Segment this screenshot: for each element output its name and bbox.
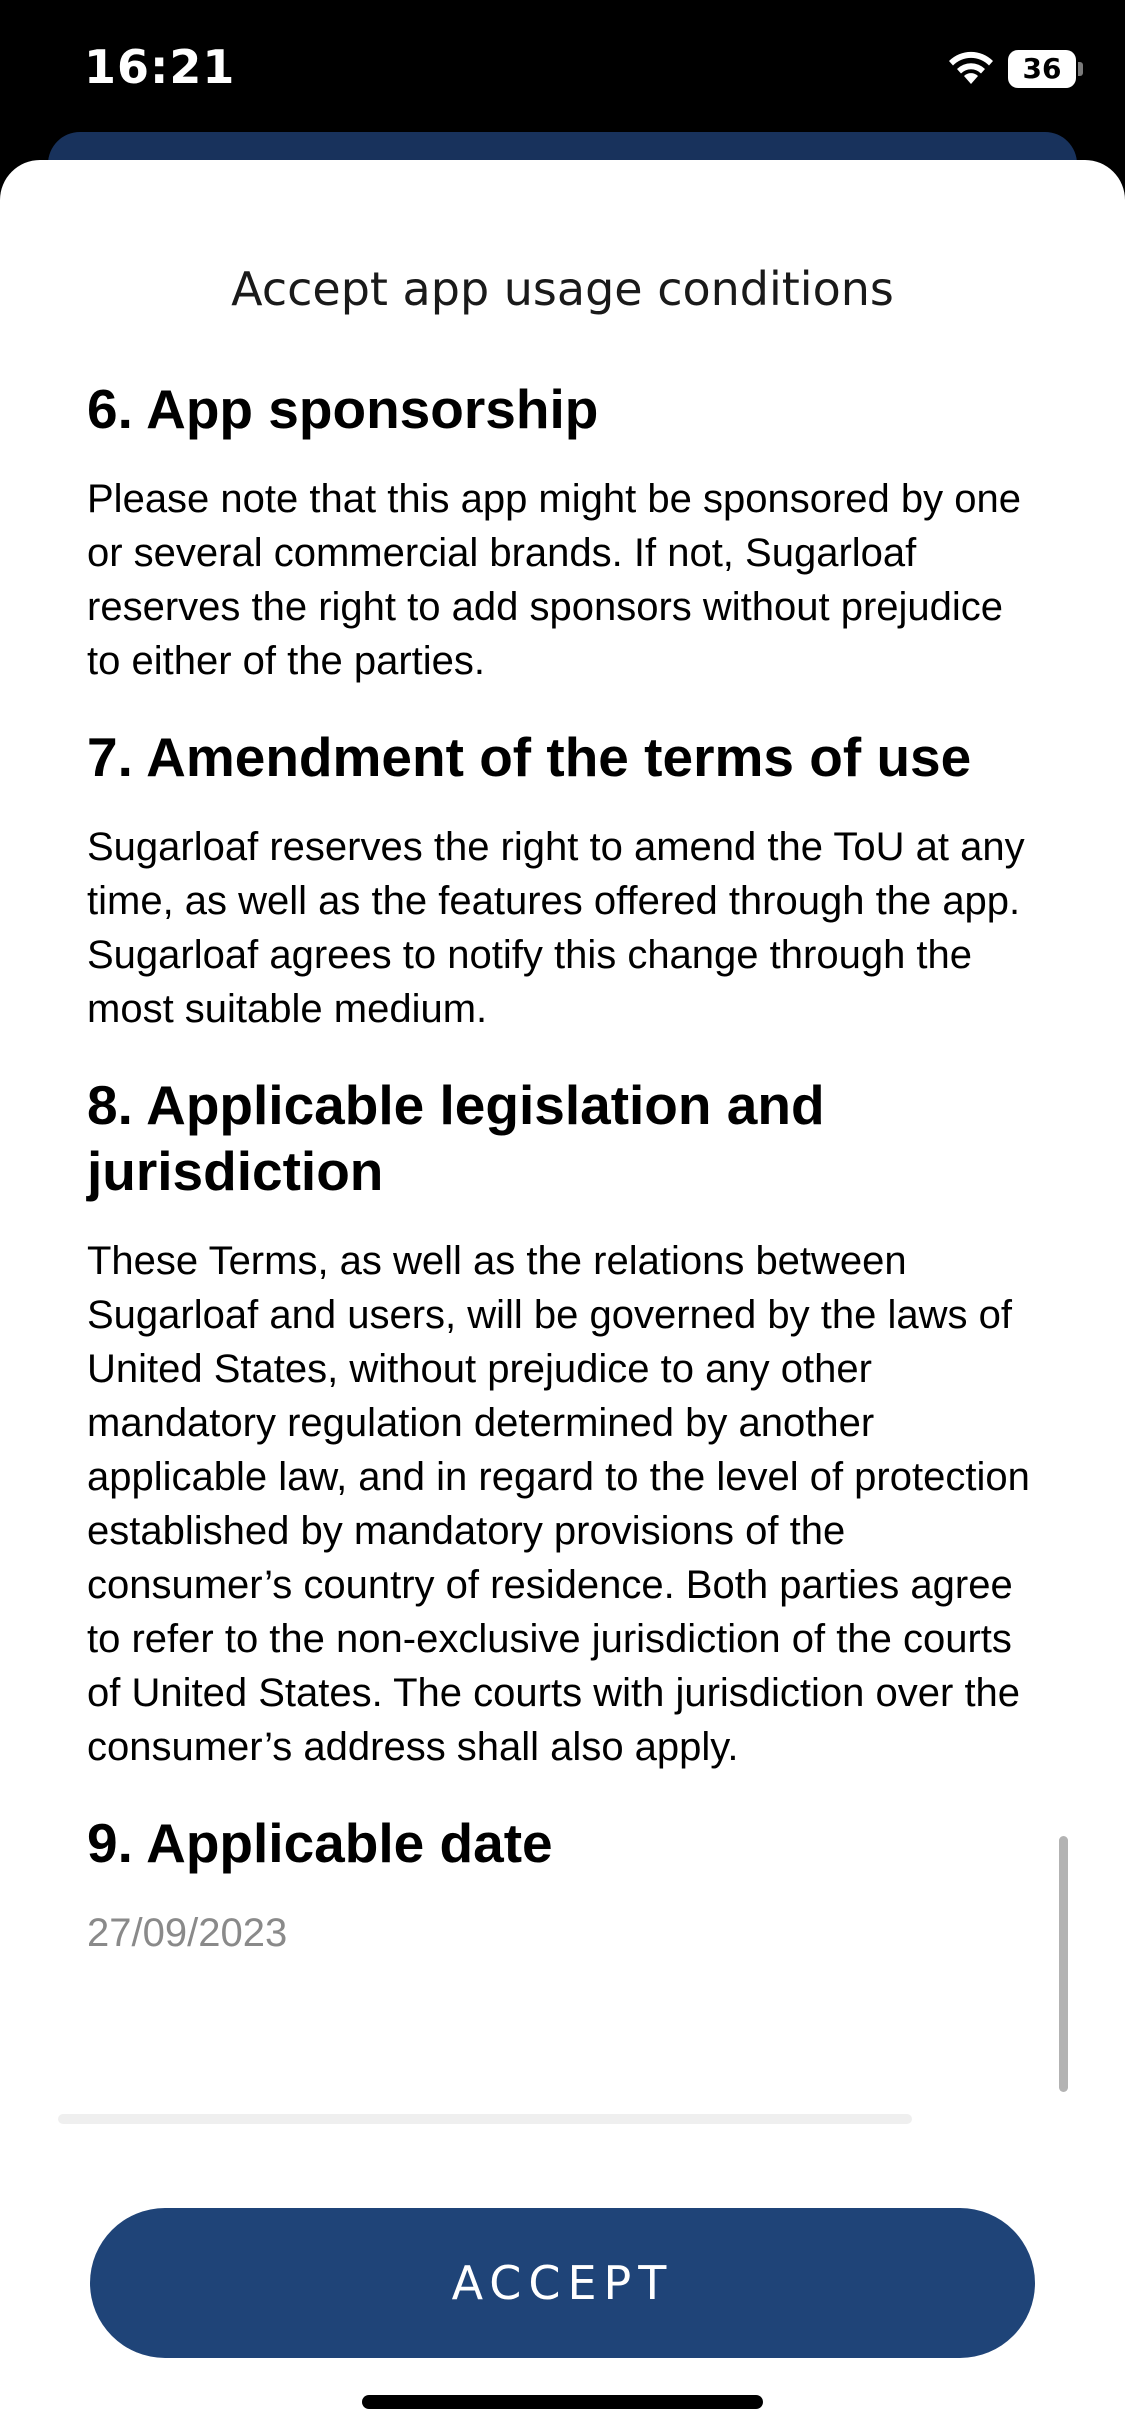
section-body-sponsorship: Please note that this app might be sponsored by one or several commercial brands. If not, Sugarloaf reserves the right to add sponsors without prejudice to either of the parties.: [87, 477, 1021, 683]
content-fade-divider: [58, 2114, 912, 2124]
wifi-icon: [946, 50, 996, 86]
applicable-date: 27/09/2023: [87, 1911, 288, 1955]
section-heading-legislation: 8. Applicable legislation and jurisdiction: [87, 1074, 825, 1202]
status-time: 16:21: [84, 40, 236, 94]
section-heading-sponsorship: 6. App sponsorship: [87, 378, 599, 440]
status-bar: [0, 0, 1125, 140]
section-body-amendment: Sugarloaf reserves the right to amend the ToU at any time, as well as the features offered through the app. Sugarloaf agrees to notify this change through the most suitable medium.: [87, 825, 1025, 1031]
home-indicator[interactable]: [362, 2395, 763, 2409]
section-heading-date: 9. Applicable date: [87, 1812, 553, 1874]
sheet-title: Accept app usage conditions: [231, 262, 894, 316]
battery-icon: [1008, 50, 1076, 88]
accept-button[interactable]: ACCEPT: [90, 2208, 1035, 2358]
battery-level: 36: [1022, 52, 1062, 85]
battery-nub: [1078, 62, 1083, 76]
scrollbar[interactable]: [1059, 1836, 1068, 2092]
section-body-legislation: These Terms, as well as the relations between Sugarloaf and users, will be governed by the laws of United States, without prejudice to any other mandatory regulation determined by another applicable law, and in regard to the level of protection established by mandatory provisions of the consumer’s country of residence. Both parties agree to refer to the non-exclusive jurisdiction of the courts of United States. The courts with jurisdiction over the consumer’s address shall also apply.: [87, 1239, 1030, 1769]
section-heading-amendment: 7. Amendment of the terms of use: [87, 726, 972, 788]
terms-content[interactable]: [87, 376, 1047, 1960]
